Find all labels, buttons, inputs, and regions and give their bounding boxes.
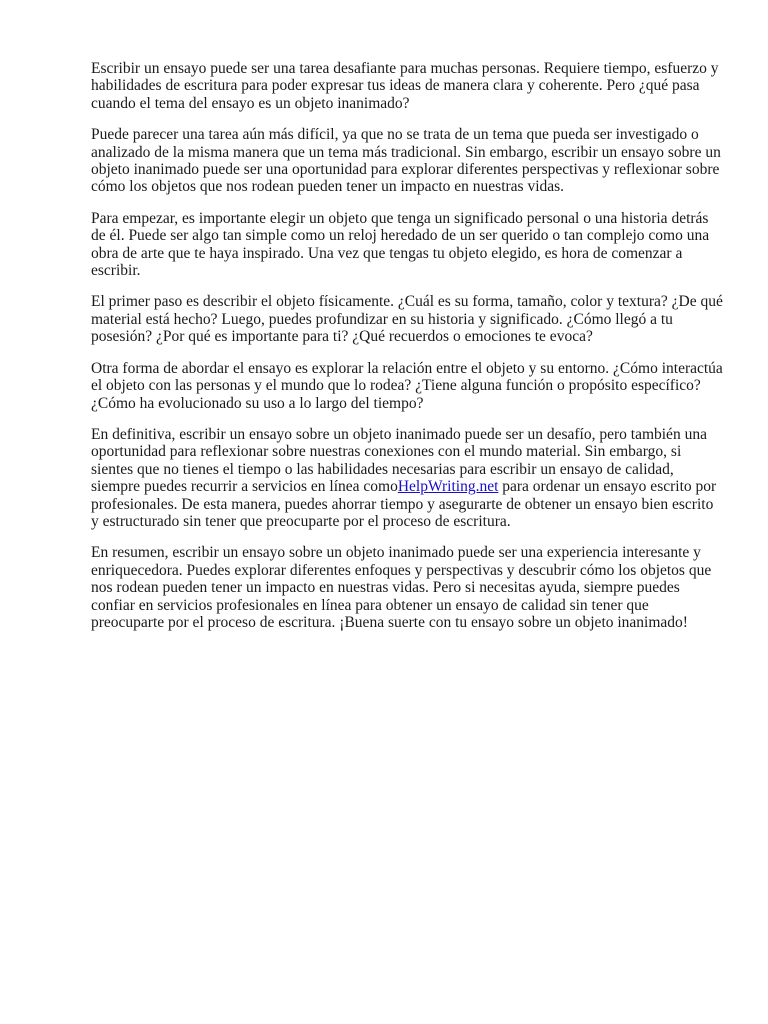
paragraph-text-after-link: para ordenar un ensayo escrito por profesionales. De esta manera, puedes ahorrar tiempo y asegurarte de obtener un ensayo bien escrito y estructurado sin tener que preocuparte por el proceso de escritura.	[91, 478, 717, 530]
paragraph-environment	[91, 360, 723, 412]
paragraph-describe-object	[91, 293, 723, 345]
paragraph-difficulty	[91, 126, 723, 196]
paragraph-intro	[91, 60, 723, 112]
paragraph-text: Otra forma de abordar el ensayo es explorar la relación entre el objeto y su entorno. ¿Cómo interactúa el objeto con las personas y el mundo que lo rodea? ¿Tiene alguna función o propósito específico? ¿Cómo ha evolucionado su uso a lo largo del tiempo?	[91, 359, 723, 412]
helpwriting-link[interactable]: HelpWriting.net	[397, 478, 499, 496]
paragraph-summary	[91, 544, 723, 631]
paragraph-text-before-link: En definitiva, escribir un ensayo sobre un objeto inanimado puede ser un desafío, pero también una oportunidad para reflexionar sobre nuestras conexiones con el mundo material. Sin embargo, si sientes que no tienes el tiempo o las habilidades necesarias para escribir un ensayo de calidad, siempre puedes recurrir a servicios en línea como	[91, 425, 707, 496]
paragraph-text: Puede parecer una tarea aún más difícil, ya que no se trata de un tema que pueda ser investigado o analizado de la misma manera que un tema más tradicional. Sin embargo, escribir un ensayo sobre un objeto inanimado puede ser una oportunidad para explorar diferentes perspectivas y reflexionar sobre cómo los objetos que nos rodean pueden tener un impacto en nuestras vidas.	[91, 126, 721, 196]
paragraph-conclusion-service	[91, 426, 723, 530]
paragraph-text: Escribir un ensayo puede ser una tarea desafiante para muchas personas. Requiere tiempo, esfuerzo y habilidades de escritura para poder expresar tus ideas de manera clara y coherente. Pero ¿qué pasa cuando el tema del ensayo es un objeto inanimado?	[91, 60, 719, 112]
paragraph-text: En resumen, escribir un ensayo sobre un objeto inanimado puede ser una experiencia interesante y enriquecedora. Puedes explorar diferentes enfoques y perspectivas y descubrir cómo los objetos que nos rodean pueden tener un impacto en nuestras vidas. Pero si necesitas ayuda, siempre puedes confiar en servicios profesionales en línea para obtener un ensayo de calidad sin tener que preocuparte por el proceso de escritura. ¡Buena suerte con tu ensayo sobre un objeto inanimado!	[91, 544, 712, 631]
document-body	[91, 60, 723, 645]
paragraph-choose-object	[91, 210, 723, 280]
paragraph-text: El primer paso es describir el objeto físicamente. ¿Cuál es su forma, tamaño, color y textura? ¿De qué material está hecho? Luego, puedes profundizar en su historia y significado. ¿Cómo llegó a tu posesión? ¿Por qué es importante para ti? ¿Qué recuerdos o emociones te evoca?	[91, 293, 723, 346]
paragraph-text: Para empezar, es importante elegir un objeto que tenga un significado personal o una historia detrás de él. Puede ser algo tan simple como un reloj heredado de un ser querido o tan complejo como una obra de arte que te haya inspirado. Una vez que tengas tu objeto elegido, es hora de comenzar a escribir.	[91, 209, 710, 280]
